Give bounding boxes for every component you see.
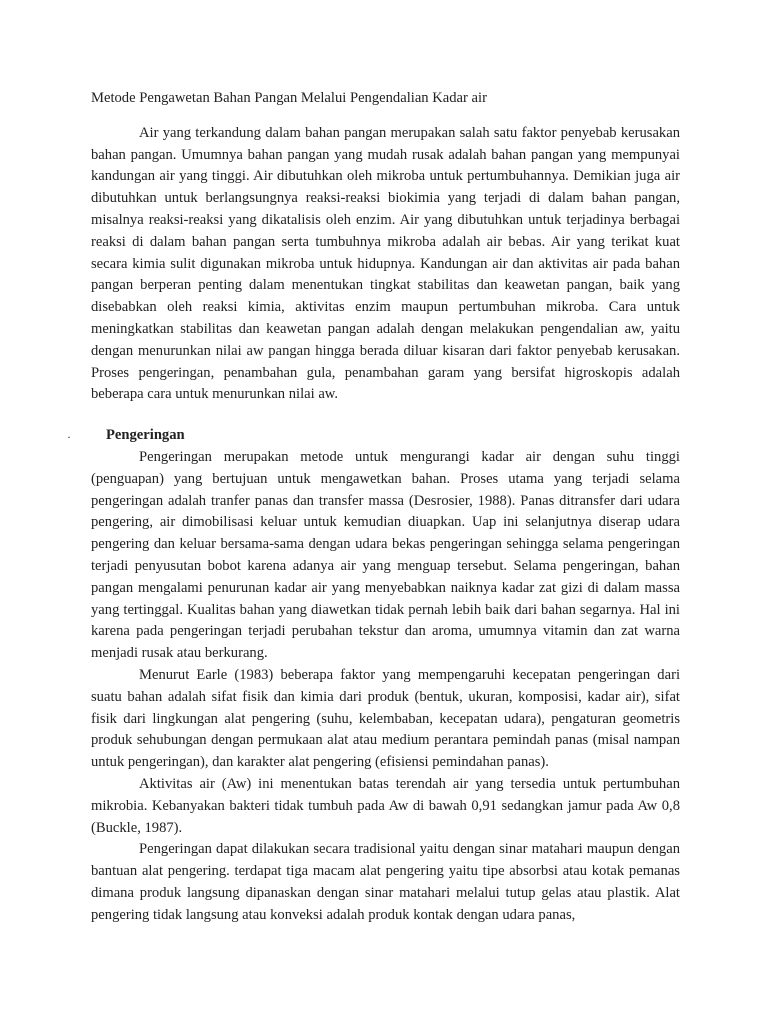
document-title: Metode Pengawetan Bahan Pangan Melalui Pengendalian Kadar air	[91, 90, 487, 106]
body-paragraph: Pengeringan dapat dilakukan secara tradisional yaitu dengan sinar matahari maupun dengan bantuan alat pengering. terdapat tiga macam alat pengering yaitu tipe absorbsi atau kotak pemanas dimana produk langsung dipanaskan dengan sinar matahari melalui tutup gelas atau plastik. Alat pengering tidak langsung atau konveksi adalah produk kontak dengan udara panas,	[91, 841, 680, 923]
section-pengeringan	[67, 425, 680, 926]
bullet-marker: ·	[67, 430, 71, 445]
body-paragraph: Aktivitas air (Aw) ini menentukan batas terendah air yang tersedia untuk pertumbuhan mikrobia. Kebanyakan bakteri tidak tumbuh pada Aw di bawah 0,91 sedangkan jamur pada Aw 0,8 (Buckle, 1987).	[91, 775, 680, 836]
body-paragraph: Pengeringan merupakan metode untuk mengurangi kadar air dengan suhu tinggi (penguapan) yang bertujuan untuk mengawetkan bahan. Proses utama yang terjadi selama pengeringan adalah tranfer panas dan transfer massa (Desrosier, 1988). Panas ditransfer dari udara pengering, air dimobilisasi keluar untuk kemudian diuapkan. Uap ini selanjutnya diserap udara pengering dan keluar bersama-sama dengan udara bekas pengeringan sehingga selama pengeringan terjadi penyusutan bobot karena adanya air yang menguap tersebut. Selama pengeringan, bahan pangan mengalami penurunan kadar air yang menyebabkan naiknya kadar zat gizi di dalam massa yang tertinggal. Kualitas bahan yang diawetkan tidak pernah lebih baik dari bahan segarnya. Hal ini karena pada pengeringan terjadi perubahan tekstur dan aroma, umumnya vitamin dan zat warna menjadi rusak atau berkurang.	[91, 448, 680, 662]
body-paragraph: Menurut Earle (1983) beberapa faktor yang mempengaruhi kecepatan pengeringan dari suatu bahan adalah sifat fisik dan kimia dari produk (bentuk, ukuran, komposisi, kadar air), sifat fisik dari lingkungan alat pengering (suhu, kelembaban, kecepatan udara), pengaturan geometris produk sehubungan dengan permukaan alat atau medium perantara pemindah panas (misal nampan untuk pengeringan), dan karakter alat pengering (efisiensi pemindahan panas).	[91, 666, 680, 771]
section-heading-row	[67, 425, 680, 447]
document-page	[67, 88, 680, 926]
section-heading: Pengeringan	[106, 427, 185, 444]
intro-paragraph: Air yang terkandung dalam bahan pangan merupakan salah satu faktor penyebab kerusakan bahan pangan. Umumnya bahan pangan yang mudah rusak adalah bahan pangan yang mempunyai kandungan air yang tinggi. Air dibutuhkan oleh mikroba untuk pertumbuhannya. Demikian juga air dibutuhkan untuk berlangsungnya reaksi-reaksi biokimia yang terjadi di dalam bahan pangan, misalnya reaksi-reaksi yang dikatalisis oleh enzim. Air yang dibutuhkan untuk terjadinya berbagai reaksi di dalam bahan pangan serta tumbuhnya mikroba adalah air bebas. Air yang terikat kuat secara kimia sulit digunakan mikroba untuk hidupnya. Kandungan air dan aktivitas air pada bahan pangan berperan penting dalam menentukan tingkat stabilitas dan keawetan pangan, baik yang disebabkan oleh reaksi kimia, aktivitas enzim maupun pertumbuhan mikroba. Cara untuk meningkatkan stabilitas dan keawetan pangan adalah dengan melakukan pengendalian aw, yaitu dengan menurunkan nilai aw pangan hingga berada diluar kisaran dari faktor penyebab kerusakan. Proses pengeringan, penambahan gula, penambahan garam yang bersifat higroskopis adalah beberapa cara untuk menurunkan nilai aw.	[91, 124, 680, 403]
